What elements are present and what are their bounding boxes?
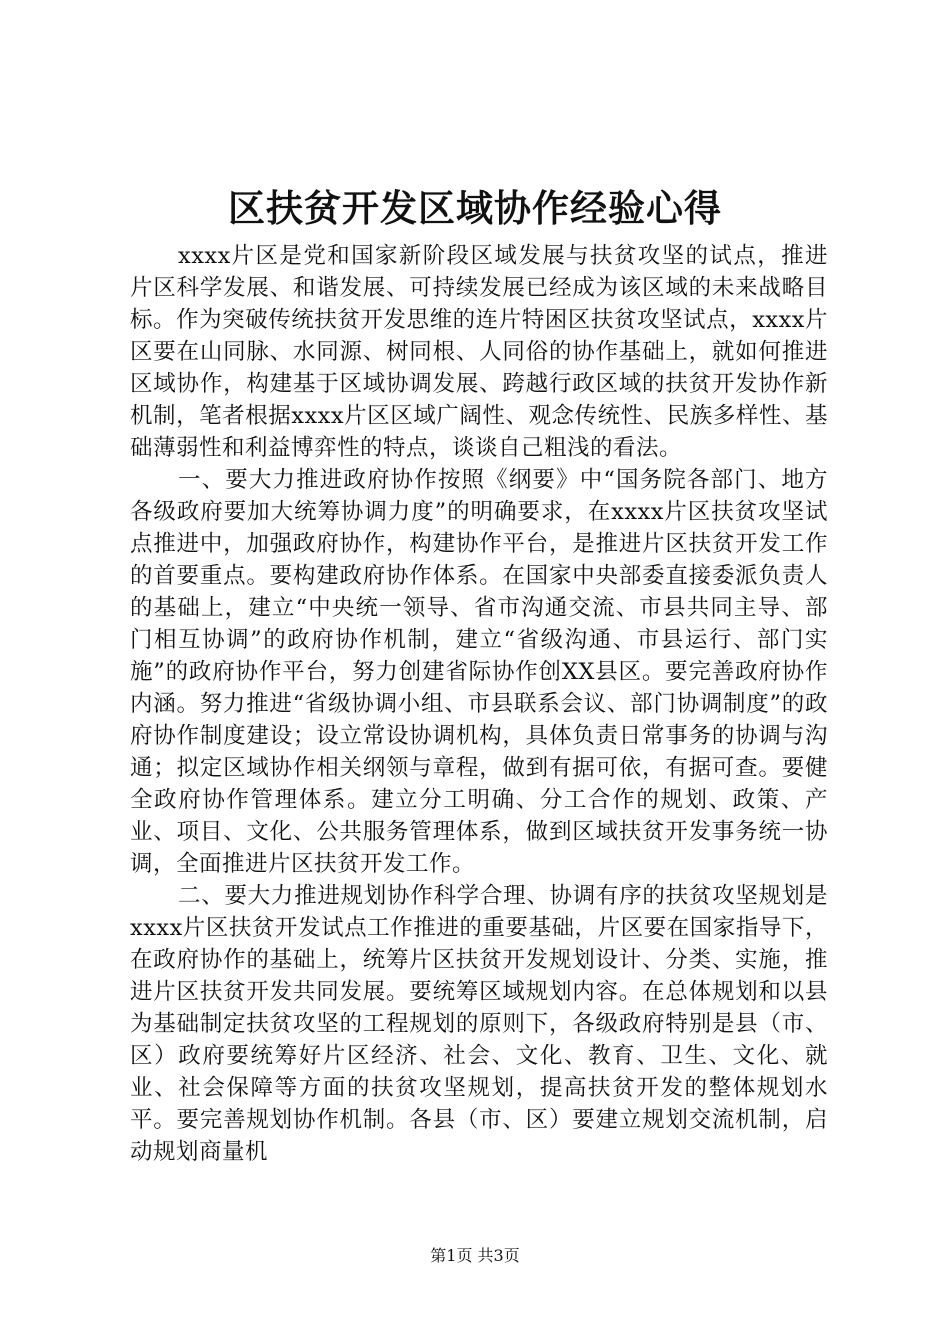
paragraph-section-1: 一、要大力推进政府协作按照《纲要》中“国务院各部门、地方各级政府要加大统筹协调力度”的明确要求，在xxxx片区扶贫攻坚试点推进中，加强政府协作，构建协作平台，是推进片区扶贫开发工作的首要重点。要构建政府协作体系。在国家中央部委直接委派负责人的基础上，建立“中央统一领导、省市沟通交流、市县共同主导、部门相互协调”的政府协作机制，建立“省级沟通、市县运行、部门实施”的政府协作平台，努力创建省际协作创XX县区。要完善政府协作内涵。努力推进“省级协调小组、市县联系会议、部门协调制度”的政府协作制度建设；设立常设协调机构，具体负责日常事务的协调与沟通；拟定区域协作相关纲领与章程，做到有据可依，有据可查。要健全政府协作管理体系。建立分工明确、分工合作的规划、政策、产业、项目、文化、公共服务管理体系，做到区域扶贫开发事务统一协调，全面推进片区扶贫开发工作。 (130, 467, 828, 877)
document-title: 区扶贫开发区域协作经验心得 (228, 186, 722, 230)
paragraph-section-2: 二、要大力推进规划协作科学合理、协调有序的扶贫攻坚规划是xxxx片区扶贫开发试点工作推进的重要基础，片区要在国家指导下，在政府协作的基础上，统筹片区扶贫开发规划设计、分类、实施，推进片区扶贫开发共同发展。要统筹区域规划内容。在总体规划和以县为基础制定扶贫攻坚的工程规划的原则下，各级政府特别是县（市、区）政府要统筹好片区经济、社会、文化、教育、卫生、文化、就业、社会保障等方面的扶贫攻坚规划，提高扶贫开发的整体规划水平。要完善规划协作机制。各县（市、区）要建立规划交流机制，启动规划商量机 (130, 883, 828, 1165)
document-body (130, 240, 828, 1168)
page-footer: 第1页 共3页 (430, 1246, 520, 1265)
paragraph-intro: xxxx片区是党和国家新阶段区域发展与扶贫攻坚的试点，推进片区科学发展、和谐发展、可持续发展已经成为该区域的未来战略目标。作为突破传统扶贫开发思维的连片特困区扶贫攻坚试点，xxxx片区要在山同脉、水同源、树同根、人同俗的协作基础上，就如何推进区域协作，构建基于区域协调发展、跨越行政区域的扶贫开发协作新机制，笔者根据xxxx片区区域广阔性、观念传统性、民族多样性、基础薄弱性和利益博弈性的特点，谈谈自己粗浅的看法。 (130, 243, 828, 461)
